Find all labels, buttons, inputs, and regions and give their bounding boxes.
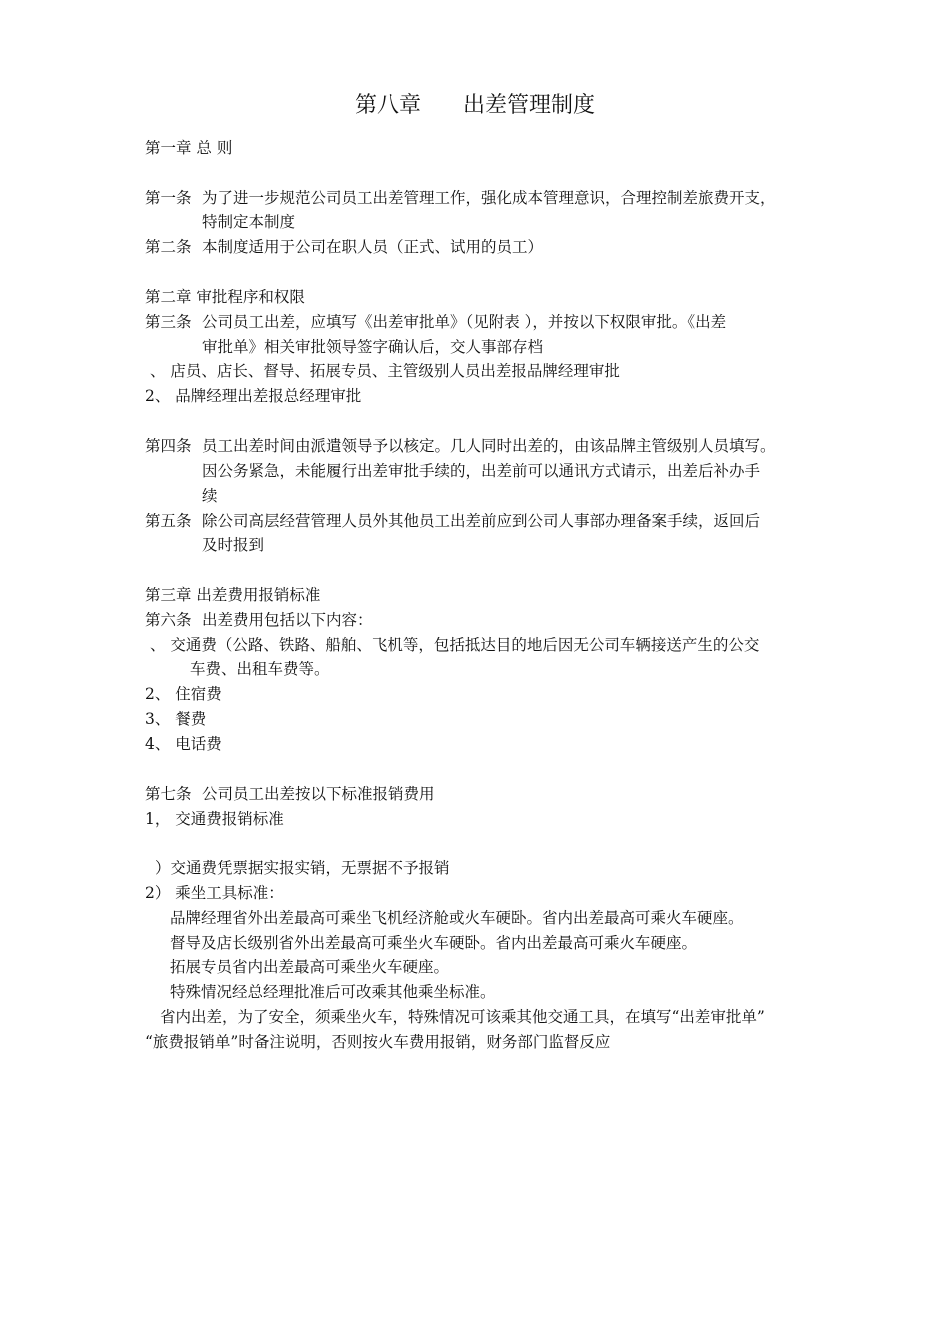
article-7-standard-line-4: 特殊情况经总经理批准后可改乘其他乘坐标准。: [170, 983, 496, 1001]
article-7-label: 第七条: [145, 785, 192, 803]
article-7-standard-line-3: 拓展专员省内出差最高可乘坐火车硬座。: [170, 958, 450, 976]
article-7-standard-line-2: 督导及店长级别省外出差最高可乘坐火车硬卧。省内出差最高可乘火车硬座。: [170, 934, 698, 952]
article-3-label: 第三条: [145, 313, 192, 331]
article-6-item-2: 2、 住宿费: [145, 685, 222, 703]
article-5-label: 第五条: [145, 512, 192, 530]
article-3-text-cont: 审批单》相关审批领导签字确认后，交人事部存档: [202, 338, 544, 356]
page-title: 第八章 出差管理制度: [355, 93, 595, 118]
article-1-label: 第一条: [145, 189, 192, 207]
article-7-standard-line-1: 品牌经理省外出差最高可乘坐飞机经济舱或火车硬卧。省内出差最高可乘火车硬座。: [170, 909, 744, 927]
chapter-3-heading: 第三章 出差费用报销标准: [145, 586, 321, 604]
article-7-subitem-2: 2） 乘坐工具标准：: [145, 884, 284, 902]
article-7-item-1: 1， 交通费报销标准: [145, 810, 284, 828]
article-4-text-cont-2: 续: [202, 487, 218, 505]
article-3-item-1: 、 店员、店长、督导、拓展专员、主管级别人员出差报品牌经理审批: [150, 362, 620, 380]
article-7-paragraph-cont: “旅费报销单”时备注说明，否则按火车费用报销，财务部门监督反应: [145, 1033, 611, 1051]
article-2-text: 本制度适用于公司在职人员（正式、试用的员工）: [202, 238, 544, 256]
article-5-text: 除公司高层经营管理人员外其他员工出差前应到公司人事部办理备案手续，返回后: [202, 512, 761, 530]
article-6-item-1: 、 交通费（公路、铁路、船舶、飞机等，包括抵达目的地后因无公司车辆接送产生的公交: [150, 636, 760, 654]
article-4-label: 第四条: [145, 437, 192, 455]
article-6-item-3: 3、 餐费: [145, 710, 207, 728]
article-7-subitem-1: ）交通费凭票据实报实销，无票据不予报销: [155, 859, 450, 877]
chapter-1-heading: 第一章 总 则: [145, 139, 233, 157]
article-1-text: 为了进一步规范公司员工出差管理工作，强化成本管理意识，合理控制差旅费开支，: [202, 189, 776, 207]
article-6-item-4: 4、 电话费: [145, 735, 222, 753]
article-3-text: 公司员工出差，应填写《出差审批单》（见附表 ），并按以下权限审批。《出差: [202, 313, 727, 331]
article-4-text-cont: 因公务紧急，未能履行出差审批手续的，出差前可以通讯方式请示，出差后补办手: [202, 462, 761, 480]
article-7-paragraph: 省内出差，为了安全，须乘坐火车，特殊情况可该乘其他交通工具，在填写“出差审批单”: [160, 1008, 765, 1026]
article-6-label: 第六条: [145, 611, 192, 629]
article-1-text-cont: 特制定本制度: [202, 213, 296, 231]
article-7-text: 公司员工出差按以下标准报销费用: [202, 785, 435, 803]
article-4-text: 员工出差时间由派遣领导予以核定。几人同时出差的，由该品牌主管级别人员填写。: [202, 437, 776, 455]
article-5-text-cont: 及时报到: [202, 536, 265, 554]
article-2-label: 第二条: [145, 238, 192, 256]
article-3-item-2: 2、 品牌经理出差报总经理审批: [145, 387, 362, 405]
article-6-text: 出差费用包括以下内容：: [202, 611, 373, 629]
chapter-2-heading: 第二章 审批程序和权限: [145, 288, 305, 306]
article-6-item-1-cont: 车费、出租车费等。: [190, 660, 330, 678]
